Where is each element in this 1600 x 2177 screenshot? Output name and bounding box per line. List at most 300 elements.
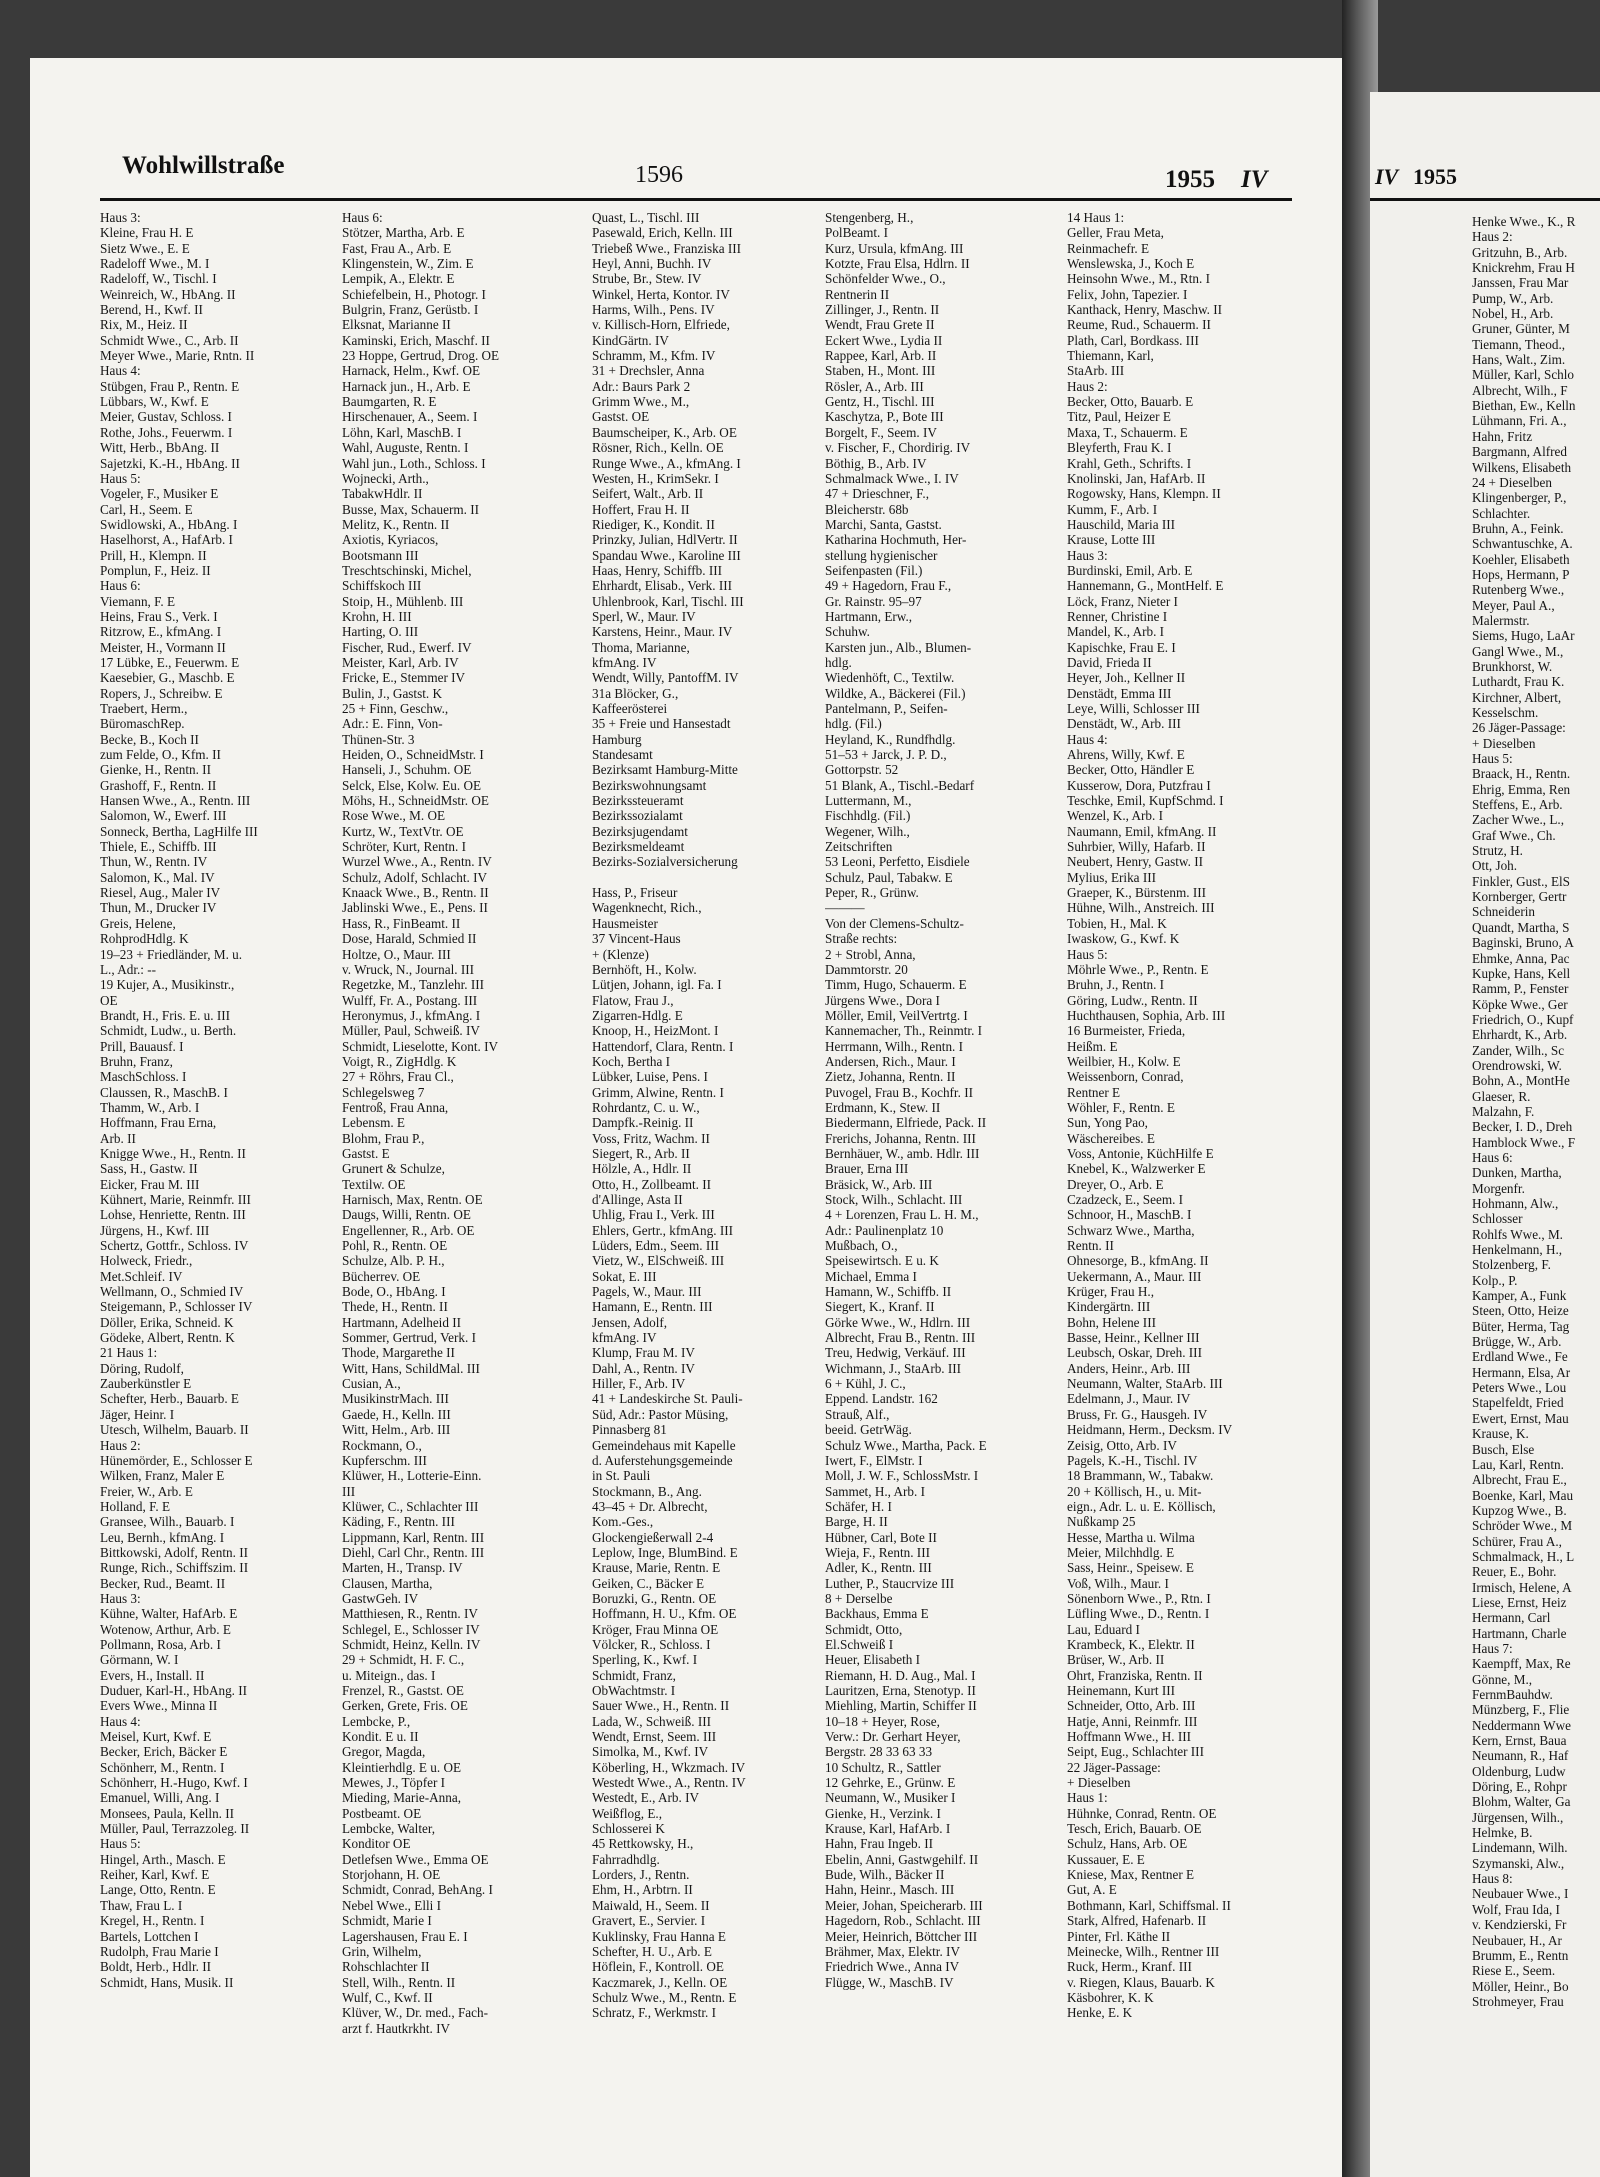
directory-entry: Kirchner, Albert, [1472,689,1562,705]
directory-entry: Baumscheiper, K., Arb. OE [592,424,737,440]
directory-entry: Treschtschinski, Michel, [342,562,472,578]
directory-entry: Klump, Frau M. IV [592,1345,695,1361]
directory-entry: Strube, Br., Stew. IV [592,271,702,287]
directory-entry: Meyer Wwe., Marie, Rntn. II [100,348,255,364]
directory-entry: Geiken, C., Bäcker E [592,1575,705,1591]
directory-entry: Kaminski, Erich, Maschf. II [342,332,490,348]
directory-entry: Zacher Wwe., L., [1472,812,1565,828]
directory-entry: Sönenborn Wwe., P., Rtn. I [1067,1590,1211,1606]
directory-entry: Schlosserei K [592,1821,665,1837]
directory-entry: 21 Haus 1: [100,1345,158,1361]
directory-entry: Hoffmann, Frau Erna, [100,1115,217,1131]
directory-entry: Schröter, Kurt, Rentn. I [342,839,466,855]
directory-entry: Zauberkünstler E [100,1376,192,1392]
directory-entry: Hermann, Carl [1472,1610,1551,1626]
directory-entry: Kniese, Max, Rentner E [1067,1867,1195,1883]
directory-entry: OE [100,992,118,1008]
directory-entry: v. Wruck, N., Journal. III [342,961,475,977]
directory-entry: Brüser, W., Arb. II [1067,1652,1165,1668]
directory-entry: 18 Brammann, W., Tabakw. [1067,1468,1214,1484]
directory-entry: Traebert, Herm., [100,701,188,716]
directory-entry: 51 Blank, A., Tischl.-Bedarf [825,777,975,793]
directory-entry: Schmidt, Conrad, BehAng. I [342,1882,493,1898]
directory-entry: Rohschlachter II [342,1959,430,1975]
directory-entry: 35 + Freie und Hansestadt [592,716,731,732]
directory-entry: Haus 2: [100,1437,141,1453]
directory-entry: Rohlfs Wwe., M. [1472,1226,1563,1242]
directory-entry: Gangl Wwe., M., [1472,643,1564,659]
directory-entry: Gentz, H., Tischl. III [825,394,935,410]
directory-entry: Gemeindehaus mit Kapelle [592,1437,736,1453]
directory-entry: Kregel, H., Rentn. I [100,1913,205,1929]
directory-entry: Biedermann, Elfriede, Pack. II [825,1115,987,1131]
directory-entry: Prill, Bauausf. I [100,1038,184,1054]
directory-entry: Lembcke, Walter, [342,1821,435,1837]
directory-entry: Schmidt, Marie I [342,1913,432,1929]
directory-entry: Klüver, W., Dr. med., Fach- [342,2005,488,2021]
directory-entry: Staben, H., Mont. III [825,363,936,379]
directory-entry: Dunken, Martha, [1472,1165,1562,1181]
directory-entry: Berend, H., Kwf. II [100,302,203,318]
directory-entry: Becker, Otto, Bauarb. E [1067,394,1194,410]
directory-entry: Biethan, Ew., Kelln [1472,398,1576,414]
directory-entry: Bruhn, A., Feink. [1472,520,1564,536]
directory-entry: Von der Clemens-Schultz- [825,915,964,931]
directory-entry: Meister, H., Vormann II [100,639,226,655]
directory-entry: Ehrhardt, K., Arb. [1472,1027,1568,1043]
directory-entry: Iwert, F., ElMstr. I [825,1452,923,1468]
directory-entry: Henke, E. K [1067,2005,1133,2021]
directory-entry: Pomplun, F., Heiz. II [100,562,211,578]
directory-entry: Eppend. Landstr. 162 [825,1391,938,1407]
directory-entry: Rentnerin II [825,286,890,302]
directory-entry: Kom.-Ges., [592,1514,654,1530]
directory-entry: Jensen, Adolf, [592,1314,668,1330]
directory-entry: Schlachter. [1472,505,1531,521]
directory-entry: Büter, Herma, Tag [1472,1318,1570,1334]
directory-entry: Boenke, Karl, Mau [1472,1487,1574,1503]
directory-entry: Albrecht, Wilh., F [1472,382,1568,398]
directory-entry: Bezirksmeldeamt [592,839,685,855]
directory-entry: Grimm, Alwine, Rentn. I [592,1084,724,1100]
directory-entry: Lauritzen, Erna, Stenotyp. II [825,1683,976,1698]
directory-entry: Dose, Harald, Schmied II [342,931,477,947]
directory-entry: Krüger, Frau H., [1067,1284,1154,1300]
directory-entry: Textilw. OE [342,1176,406,1192]
directory-entry: Stolzenberg, F. [1472,1257,1551,1273]
directory-entry: Heuer, Elisabeth I [825,1652,921,1668]
directory-entry: Stötzer, Martha, Arb. E [342,225,465,241]
directory-entry: Witt, Hans, SchildMal. III [342,1360,480,1376]
directory-entry: Neubert, Henry, Gastw. II [1067,854,1203,870]
directory-entry: Holland, F. E [100,1498,171,1514]
directory-entry: Graeper, K., Bürstenm. III [1067,885,1206,901]
directory-entry: Möhrle Wwe., P., Rentn. E [1067,961,1209,977]
directory-entry: Albrecht, Frau E., [1472,1472,1567,1488]
directory-entry: Basse, Heinr., Kellner III [1067,1330,1200,1346]
directory-entry: Wulf, C., Kwf. II [342,1989,433,2005]
directory-entry: Krause, Marie, Rentn. E [592,1560,721,1576]
directory-entry: Wurzel Wwe., A., Rentn. IV [342,854,492,870]
directory-entry: Gerken, Grete, Fris. OE [342,1698,468,1714]
directory-entry: Pagels, K.-H., Tischl. IV [1067,1452,1198,1468]
directory-entry: Süd, Adr.: Pastor Müsing, [592,1406,729,1422]
directory-entry: zum Felde, O., Kfm. II [100,747,221,763]
directory-entry: Bergstr. 28 33 63 33 [825,1744,933,1760]
directory-entry: Radeloff, W., Tischl. I [100,271,217,287]
directory-entry: Morgenfr. [1472,1180,1525,1196]
directory-entry: Lüders, Edm., Seem. III [592,1238,720,1254]
directory-entry: Kolp., P. [1472,1272,1518,1288]
directory-entry: Uekermann, A., Maur. III [1067,1268,1202,1284]
directory-entry: Nußkamp 25 [1067,1514,1136,1530]
directory-entry: Zeisig, Otto, Arb. IV [1067,1437,1177,1453]
directory-entry: Nebel Wwe., Elli I [342,1897,441,1913]
directory-entry: Kröger, Frau Minna OE [592,1621,719,1637]
directory-entry: Schmalmack, H., L [1472,1548,1575,1564]
directory-entry: Brügge, W., Arb. [1472,1334,1562,1350]
directory-entry: Sauer Wwe., H., Rentn. II [592,1698,730,1714]
directory-entry: Bohn, A., MontHe [1472,1073,1570,1089]
directory-entry: MusikinstrMach. III [342,1391,449,1407]
directory-entry: 49 + Hagedorn, Frau F., [825,578,952,594]
directory-entry: Gastst. E [342,1145,390,1161]
directory-entry: Mylius, Erika III [1067,869,1156,885]
directory-entry: Hahn, Fritz [1472,428,1533,444]
directory-entry: Höflein, F., Kontroll. OE [592,1959,724,1975]
directory-entry: Seifenpasten (Fil.) [825,562,923,578]
directory-entry: Felix, John, Tapezier. I [1067,286,1188,302]
directory-entry: Döller, Erika, Schneid. K [100,1314,234,1330]
directory-entry: Plath, Carl, Bordkass. III [1067,332,1199,348]
directory-entry: Stübgen, Frau P., Rentn. E [100,378,240,394]
directory-entry: Helmke, B. [1472,1825,1533,1841]
directory-entry: Seipt, Eug., Schlachter III [1067,1744,1204,1760]
directory-entry: Hoffmann, H. U., Kfm. OE [592,1606,737,1622]
directory-entry: Hansen Wwe., A., Rentn. III [100,793,251,809]
directory-entry: Kanthack, Henry, Maschw. II [1067,302,1223,318]
directory-entry: 10 Schultz, R., Sattler [825,1759,941,1775]
directory-entry: Engellenner, R., Arb. OE [342,1222,475,1238]
directory-entry: Pasewald, Erich, Kelln. III [592,225,733,241]
directory-entry: Jablinski Wwe., E., Pens. II [342,900,488,916]
directory-entry: Bude, Wilh., Bäcker II [825,1867,945,1883]
directory-entry: Schmidt Wwe., C., Arb. II [100,332,239,348]
directory-entry: Knolinski, Jan, HafArb. II [1067,470,1206,486]
directory-entry: Rösner, Rich., Kelln. OE [592,440,724,456]
directory-entry: Schlegel, E., Schlosser IV [342,1621,480,1637]
directory-entry: Brumm, E., Rentn [1472,1947,1569,1963]
directory-entry: Moll, J. W. F., SchlossMstr. I [825,1468,979,1484]
directory-entry: Haus 8: [1472,1871,1513,1887]
directory-entry: 22 Jäger-Passage: [1067,1759,1161,1775]
directory-entry: Puvogel, Frau B., Kochfr. II [825,1084,973,1100]
directory-entry: Elksnat, Marianne II [342,317,451,333]
directory-entry: Gregor, Magda, [342,1744,426,1760]
directory-entry: Pantelmann, P., Seifen- [825,701,948,716]
directory-entry: Bruhn, Franz, [100,1053,173,1069]
directory-entry: Glockengießerwall 2-4 [592,1529,714,1545]
directory-entry: Detlefsen Wwe., Emma OE [342,1851,489,1867]
directory-entry: 16 Burmeister, Frieda, [1067,1023,1186,1039]
directory-entry: Jürgensen, Wilh., [1472,1809,1564,1825]
directory-entry: Neubauer, H., Ar [1472,1932,1562,1948]
directory-entry: Neddermann Wwe [1472,1717,1571,1733]
directory-entry: Friedrich, O., Kupf [1472,1011,1574,1027]
directory-entry: Haus 4: [1067,731,1108,747]
directory-entry: Weissenborn, Conrad, [1067,1069,1184,1085]
directory-entry: Axiotis, Kyriacos, [342,532,439,548]
directory-entry: Zander, Wilh., Sc [1472,1042,1565,1058]
directory-entry: Glaeser, R. [1472,1088,1531,1104]
directory-entry: Simolka, M., Kwf. IV [592,1744,709,1760]
directory-entry: Karstens, Heinr., Maur. IV [592,624,733,640]
directory-entry: Wäschereibes. E [1067,1130,1155,1146]
directory-entry: Bruhn, J., Rentn. I [1067,977,1165,993]
directory-entry: Hagedorn, Rob., Schlacht. III [825,1913,981,1929]
directory-entry: Wilkens, Elisabeth [1472,459,1572,475]
directory-entry: Thaw, Frau L. I [100,1897,183,1913]
directory-entry: Luthardt, Frau K. [1472,674,1565,690]
directory-entry: Kaffeerösterei [592,701,668,716]
directory-entry: Zigarren-Hdlg. E [592,1007,683,1023]
directory-entry: Meier, Heinrich, Böttcher III [825,1928,978,1944]
directory-entry: Otto, H., Zollbeamt. II [592,1176,712,1192]
directory-entry: Knebel, K., Walzwerker E [1067,1161,1206,1177]
directory-entry: Baumgarten, R. E [342,394,437,410]
header-rule [100,198,1292,201]
directory-entry: 31a Blöcker, G., [592,685,679,701]
directory-entry: Schwantuschke, A. [1472,536,1573,552]
directory-entry: TabakwHdlr. II [342,486,423,502]
directory-entry: Neumann, W., Musiker I [825,1790,956,1806]
directory-entry: Grashoff, F., Rentn. II [100,777,217,793]
directory-entry: Lippmann, Karl, Rentn. III [342,1529,485,1545]
directory-entry: Uhlenbrook, Karl, Tischl. III [592,593,744,609]
directory-entry: Kapischke, Frau E. I [1067,639,1176,655]
directory-entry: Kühnert, Marie, Reinmfr. III [100,1192,251,1207]
directory-entry: u. Miteign., das. I [342,1667,436,1683]
directory-entry: Schlosser [1472,1211,1523,1227]
directory-entry: Thun, W., Rentn. IV [100,854,208,870]
directory-entry: Thünen-Str. 3 [342,731,415,747]
directory-entry: Sass, Heinr., Speisew. E [1067,1560,1194,1576]
directory-entry: Bode, O., HbAng. I [342,1284,446,1300]
directory-entry: 37 Vincent-Haus [592,931,681,947]
directory-entry: Lempik, A., Elektr. E [342,271,455,287]
directory-entry: Bernhäuer, W., amb. Hdlr. III [825,1145,980,1161]
directory-entry: Kleintierhdlg. E u. OE [342,1759,462,1775]
directory-entry: Bittkowski, Adolf, Rentn. II [100,1544,248,1560]
directory-entry: Eckert Wwe., Lydia II [825,332,943,348]
directory-entry: Lau, Eduard I [1067,1621,1140,1637]
directory-entry: Tiemann, Theod., [1472,336,1566,352]
directory-entry: Triebeß Wwe., Franziska III [592,240,742,256]
directory-entry: eign., Adr. L. u. E. Köllisch, [1067,1498,1216,1514]
directory-entry: kfmAng. IV [592,654,657,670]
directory-entry: Sass, H., Gastw. II [100,1161,198,1177]
directory-entry: Knigge Wwe., H., Rentn. II [100,1145,246,1161]
directory-entry: Fischer, Rud., Ewerf. IV [342,639,472,655]
directory-entry: Hartmann, Charle [1472,1625,1567,1641]
directory-entry: Eicker, Frau M. III [100,1176,200,1192]
directory-entry: Kupke, Hans, Kell [1472,965,1571,981]
directory-entry: Hesse, Martha u. Wilma [1067,1529,1195,1545]
directory-entry: Schlegelsweg 7 [342,1084,425,1100]
directory-entry: Schmalmack Wwe., I. IV [825,470,959,486]
column-5 [1067,210,1292,2021]
directory-entry: Rix, M., Heiz. II [100,317,188,333]
directory-entry: Busse, Max, Schauerm. II [342,501,479,517]
directory-entry: Hermann, Elsa, Ar [1472,1364,1571,1380]
directory-entry: Hanseli, J., Schuhm. OE [342,762,472,778]
directory-entry: Müller, Paul, Terrazzoleg. II [100,1821,250,1837]
directory-entry: Krohn, H. III [342,608,412,624]
directory-entry: KindGärtn. IV [592,332,669,348]
directory-entry: Heins, Frau S., Verk. I [100,608,218,624]
directory-entry: Bothmann, Karl, Schiffsmal. II [1067,1897,1231,1913]
directory-entry: Witt, Helm., Arb. III [342,1422,451,1438]
directory-entry: Bezirksamt Hamburg-Mitte [592,762,738,778]
directory-entry: Flatow, Frau J., [592,992,674,1008]
directory-entry: Rentn. II [1067,1238,1114,1254]
directory-entry: Kuklinsky, Frau Hanna E [592,1928,726,1944]
directory-entry: Heyer, Joh., Kellner II [1067,670,1186,686]
directory-entry: Brauer, Erna III [825,1161,909,1177]
directory-entry: Regetzke, M., Tanzlehr. III [342,977,485,993]
directory-entry: GastwGeh. IV [342,1590,419,1606]
directory-entry: Reinmachefr. E [1067,240,1150,256]
directory-entry: Stock, Wilh., Schlacht. III [825,1192,963,1207]
directory-entry: Bernhöft, H., Kolw. [592,961,697,977]
directory-entry: Maiwald, H., Seem. II [592,1897,710,1913]
directory-entry: Meyer, Paul A., [1472,597,1555,613]
directory-entry: PolBeamt. I [825,225,889,241]
directory-entry: Schmidt, Lieselotte, Kont. IV [342,1038,499,1054]
directory-entry: Riemann, H. D. Aug., Mal. I [825,1667,976,1683]
directory-entry: Haus 3: [1067,547,1108,563]
directory-entry: Müller, Paul, Schweiß. IV [342,1023,480,1039]
directory-entry: Jürgens Wwe., Dora I [825,992,940,1008]
directory-entry: Bezirkssozialamt [592,808,683,824]
directory-entry: Borgelt, F., Seem. IV [825,424,937,440]
directory-entry: Hohmann, Alw., [1472,1196,1559,1211]
directory-entry: Schiffskoch III [342,578,422,594]
directory-entry: Hausmeister [592,915,658,931]
directory-entry: Fentroß, Frau Anna, [342,1099,449,1115]
directory-entry: Weißflog, E., [592,1805,662,1821]
directory-entry: Schmidt, Heinz, Kelln. IV [342,1636,481,1652]
directory-entry: Met.Schleif. IV [100,1268,183,1284]
directory-entry: Hamann, E., Rentn. III [592,1299,713,1315]
directory-entry: + Dieselben [1472,735,1536,751]
directory-entry: Lagershausen, Frau E. I [342,1928,468,1944]
directory-entry: Böthig, B., Arb. IV [825,455,927,471]
directory-entry: Clausen, Martha, [342,1575,433,1591]
directory-entry: Strutz, H. [1472,843,1523,859]
directory-entry: Thede, H., Rentn. II [342,1299,448,1315]
directory-entry: Mußbach, O., [825,1238,898,1254]
directory-entry: Fricke, E., Stemmer IV [342,670,466,686]
directory-entry: Kussauer, E. E [1067,1851,1145,1867]
directory-entry: Boldt, Herb., Hdlr. II [100,1959,211,1975]
directory-entry: 23 Hoppe, Gertrud, Drog. OE [342,348,500,364]
directory-entry: Uhlig, Frau I., Verk. III [592,1207,715,1223]
column-4 [825,210,1050,1990]
column-1 [100,210,322,1990]
directory-entry: Titz, Paul, Heizer E [1067,409,1171,425]
directory-entry: Schwarz Wwe., Martha, [1067,1222,1195,1238]
directory-entry: Quandt, Martha, S [1472,919,1570,935]
directory-entry: 31 + Drechsler, Anna [592,363,705,379]
directory-entry: 26 Jäger-Passage: [1472,720,1566,736]
directory-entry: Zeitschriften [825,839,893,855]
directory-entry: Henke Wwe., K., R [1472,214,1576,229]
directory-entry: Lebensm. E [342,1115,405,1131]
directory-entry: Ruck, Herm., Kranf. III [1067,1959,1192,1975]
directory-entry: Ott, Joh. [1472,858,1518,874]
directory-entry: Knoop, H., HeizMont. I [592,1023,719,1039]
directory-entry: v. Killisch-Horn, Elfriede, [592,317,730,333]
directory-entry: Kornberger, Gertr [1472,889,1567,905]
directory-entry: Lindemann, Wilh. [1472,1840,1568,1856]
directory-entry: Maxa, T., Schauerm. E [1067,424,1188,440]
directory-entry: Neumann, R., Haf [1472,1748,1569,1764]
directory-entry: Fischhdlg. (Fil.) [825,808,911,824]
directory-entry: Kusserow, Dora, Putzfrau I [1067,777,1211,793]
directory-entry: Szymanski, Alw., [1472,1855,1565,1871]
directory-entry: Kern, Ernst, Baua [1472,1733,1567,1749]
directory-entry: Rothe, Johs., Feuerwm. I [100,424,233,440]
directory-entry: 43–45 + Dr. Albrecht, [592,1498,708,1514]
directory-entry: Czadzeck, E., Seem. I [1067,1192,1184,1207]
directory-entry: RohprodHdlg. K [100,931,189,947]
directory-entry: Möhs, H., SchneidMstr. OE [342,793,489,809]
directory-entry: Ehlers, Gertr., kfmAng. III [592,1222,733,1238]
directory-entry: Orendrowski, W. [1472,1057,1562,1073]
directory-entry: Schmidt, Franz, [592,1667,676,1683]
directory-entry: Haus 5: [100,470,141,486]
directory-entry: Tobien, H., Mal. K [1067,915,1167,931]
directory-entry: Siems, Hugo, LaAr [1472,628,1575,644]
directory-entry: Hass, P., Friseur [592,885,678,901]
directory-entry: Wildke, A., Bäckerei (Fil.) [825,685,966,701]
directory-entry: Hamburg [592,731,642,747]
directory-entry: Rösler, A., Arb. III [825,378,924,394]
directory-entry: Lorders, J., Rentn. [592,1867,690,1883]
directory-entry: hdlg. [825,654,852,670]
directory-entry: FernmBauhdw. [1472,1687,1553,1702]
directory-entry: in St. Pauli [592,1468,651,1484]
directory-entry: Löhn, Karl, MaschB. I [342,424,462,440]
directory-entry: Lange, Otto, Rentn. E [100,1882,216,1898]
directory-entry: Meier, Milchhdlg. E [1067,1544,1175,1560]
directory-entry: Blohm, Walter, Ga [1472,1794,1571,1810]
directory-entry: Görke Wwe., W., Hdlrn. III [825,1314,971,1330]
directory-entry: Meier, Gustav, Schloss. I [100,409,232,425]
directory-entry: Hauschild, Maria III [1067,516,1176,532]
directory-entry: Vietz, W., ElSchweiß. III [592,1253,725,1269]
directory-entry: Spandau Wwe., Karoline III [592,547,741,563]
directory-entry: Heyl, Anni, Buchh. IV [592,256,712,272]
directory-entry: Haus 5: [1472,751,1513,767]
directory-entry: Köpke Wwe., Ger [1472,996,1568,1012]
directory-entry: Renner, Christine I [1067,608,1168,624]
directory-entry: 12 Gehrke, E., Grünw. E [825,1775,956,1791]
directory-entry: Cusian, A., [342,1376,401,1392]
directory-entry: Bräsick, W., Arb. III [825,1176,933,1192]
directory-entry: Wagenknecht, Rich., [592,900,702,916]
